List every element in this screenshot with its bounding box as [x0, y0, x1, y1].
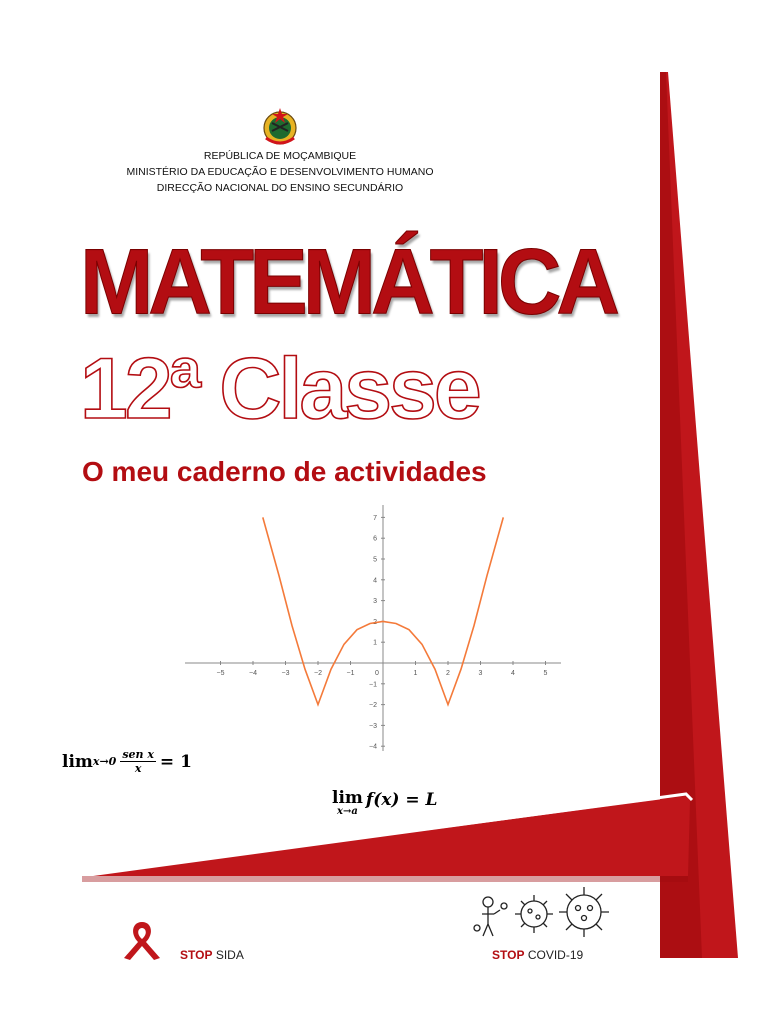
aids-ribbon-icon [118, 918, 166, 962]
lim-stack [332, 790, 363, 817]
y-tick-label: 1 [373, 639, 377, 647]
sida-word: SIDA [215, 948, 244, 962]
y-tick-label: 2 [373, 618, 377, 626]
y-tick-label: 3 [373, 598, 377, 606]
x-tick-label: −4 [249, 670, 257, 677]
x-tick-label: −2 [314, 670, 322, 677]
mozambique-emblem-icon [258, 104, 302, 148]
covid-word: COVID-19 [527, 948, 584, 962]
limit-formula-definition [332, 790, 437, 817]
stop-sida-label [180, 948, 244, 962]
person-spray-icon [474, 897, 507, 936]
covid-virus-icons [470, 884, 616, 942]
function-graph [185, 503, 565, 753]
y-tick-label: 4 [373, 577, 377, 585]
y-tick-label: 6 [373, 535, 377, 543]
y-tick-label: −3 [369, 722, 377, 730]
y-tick-label: 5 [373, 556, 377, 564]
grade-title: 12ª Classe [80, 341, 479, 437]
y-tick-label: −2 [369, 702, 377, 710]
virus-large-icon [559, 887, 609, 937]
x-tick-label: 3 [478, 670, 483, 677]
lim-subscript: x→0 [92, 755, 117, 768]
stop-word: STOP [492, 948, 525, 962]
virus-icon [515, 895, 553, 933]
stop-word: STOP [180, 948, 213, 962]
fraction-numerator: sen x [122, 748, 154, 761]
lim-text: lim [62, 751, 93, 772]
limit-formula-sine [62, 748, 192, 775]
stop-covid-label [492, 948, 583, 962]
header-ministry: MINISTÉRIO DA EDUCAÇÃO E DESENVOLVIMENTO HUMANO [126, 166, 434, 178]
x-tick-label: 5 [543, 670, 548, 677]
sine-fraction [120, 748, 156, 775]
x-tick-label: 1 [413, 670, 418, 677]
origin-label: 0 [375, 670, 379, 677]
fraction-denominator: x [134, 762, 142, 775]
x-tick-label: −5 [216, 670, 225, 677]
header-directorate: DIRECÇÃO NACIONAL DO ENSINO SECUNDÁRIO [156, 182, 404, 194]
book-subtitle: O meu caderno de actividades [82, 456, 487, 487]
x-tick-label: −1 [346, 670, 355, 677]
x-tick-label: 4 [511, 670, 515, 677]
lim-underscript: x→a [337, 806, 358, 817]
x-tick-label: −3 [281, 670, 290, 677]
book-title: MATEMÁTICA [80, 229, 615, 334]
header-republic: REPÚBLICA DE MOÇAMBIQUE [203, 150, 357, 162]
formula-expression: f(x) = L [365, 790, 438, 810]
y-tick-label: −1 [369, 681, 377, 689]
y-tick-label: 7 [373, 514, 377, 522]
x-tick-label: 2 [446, 670, 450, 677]
formula-rhs: = 1 [159, 751, 192, 772]
lim-text: lim [332, 788, 363, 808]
y-tick-label: −4 [369, 743, 377, 751]
